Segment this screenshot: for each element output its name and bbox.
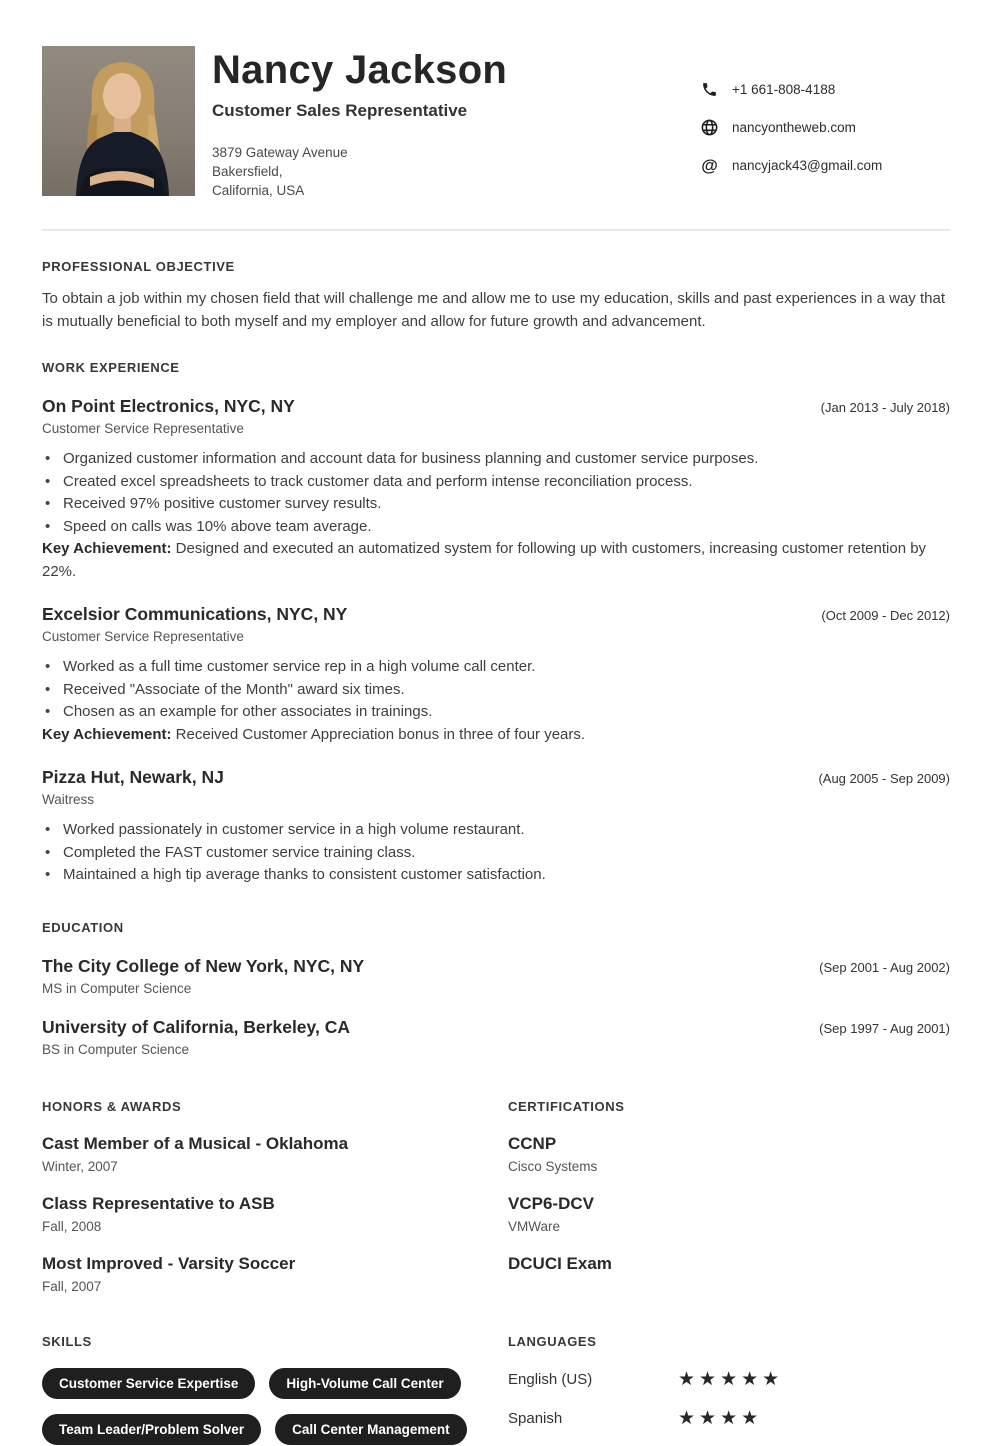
address-line-1: 3879 Gateway Avenue — [212, 145, 348, 160]
school-degree: BS in Computer Science — [42, 1041, 190, 1057]
section-languages — [508, 1334, 950, 1446]
language-star-rating: ★★★★ — [678, 1407, 763, 1429]
award-title: Most Improved - Varsity Soccer — [42, 1253, 296, 1273]
key-achievement-text: Received Customer Appreciation bonus in three of four years. — [175, 725, 586, 743]
website-url[interactable]: nancyontheweb.com — [732, 120, 856, 135]
education-header — [42, 1017, 950, 1038]
phone-row[interactable] — [700, 80, 950, 99]
job-header — [42, 396, 950, 417]
language-star-rating: ★★★★★ — [678, 1368, 784, 1390]
certification-item — [508, 1194, 950, 1234]
globe-icon — [700, 118, 719, 137]
section-work-experience — [42, 360, 950, 887]
work-heading: WORK EXPERIENCE — [42, 360, 180, 375]
objective-heading: PROFESSIONAL OBJECTIVE — [42, 259, 235, 274]
section-skills — [42, 1334, 508, 1446]
header-divider — [42, 229, 950, 231]
education-heading: EDUCATION — [42, 919, 124, 935]
key-achievement-label: Key Achievement: — [42, 725, 172, 743]
section-honors-awards — [42, 1099, 508, 1294]
job-role: Customer Service Representative — [42, 629, 244, 644]
job-bullets — [42, 448, 950, 538]
education-entry — [42, 1017, 950, 1057]
skill-pill: Customer Service Expertise — [42, 1368, 255, 1399]
candidate-address — [212, 143, 700, 200]
candidate-name: Nancy Jackson — [212, 48, 508, 92]
key-achievement — [42, 538, 950, 583]
skill-pill: Call Center Management — [275, 1414, 467, 1445]
phone-number[interactable]: +1 661-808-4188 — [732, 82, 836, 97]
languages-heading: LANGUAGES — [508, 1333, 597, 1349]
honors-heading: HONORS & AWARDS — [42, 1098, 182, 1114]
certification-issuer: VMWare — [508, 1218, 561, 1234]
job-company: On Point Electronics, NYC, NY — [42, 396, 295, 416]
header-identity — [195, 46, 700, 200]
job-company: Excelsior Communications, NYC, NY — [42, 604, 348, 624]
job-bullet: • Received 97% positive customer survey results. — [42, 493, 950, 516]
job-bullets — [42, 819, 950, 887]
phone-icon — [700, 80, 719, 99]
award-item — [42, 1134, 508, 1174]
language-row — [508, 1368, 950, 1391]
certification-title: DCUCI Exam — [508, 1253, 612, 1273]
school-name: The City College of New York, NYC, NY — [42, 955, 365, 976]
job-header — [42, 767, 950, 788]
job-entry — [42, 767, 950, 887]
job-entry — [42, 396, 950, 583]
website-row[interactable] — [700, 118, 950, 137]
job-header — [42, 604, 950, 625]
job-company: Pizza Hut, Newark, NJ — [42, 767, 224, 787]
profile-photo-image — [42, 46, 195, 196]
job-bullet: • Received "Associate of the Month" award six times. — [42, 679, 950, 702]
address-line-3: California, USA — [212, 183, 305, 198]
key-achievement-text: Designed and executed an automatized system for following up with customers, increasing customer retention by 22%. — [42, 540, 927, 580]
skills-languages-row — [42, 1334, 950, 1446]
skill-pill: High-Volume Call Center — [269, 1368, 460, 1399]
certification-title: CCNP — [508, 1133, 557, 1153]
honors-certifications-row — [42, 1099, 950, 1294]
job-dates: (Jan 2013 - July 2018) — [820, 400, 950, 415]
certification-title: VCP6-DCV — [508, 1193, 594, 1213]
job-bullet: • Completed the FAST customer service training class. — [42, 842, 950, 865]
job-role: Waitress — [42, 792, 95, 807]
school-dates: (Sep 1997 - Aug 2001) — [819, 1020, 950, 1036]
job-bullet: • Worked passionately in customer service in a high volume restaurant. — [42, 819, 950, 842]
school-dates: (Sep 2001 - Aug 2002) — [819, 959, 950, 975]
certifications-heading: CERTIFICATIONS — [508, 1098, 625, 1114]
profile-photo — [42, 46, 195, 196]
language-name: English (US) — [508, 1370, 593, 1388]
award-title: Class Representative to ASB — [42, 1193, 275, 1213]
award-item — [42, 1194, 508, 1234]
award-title: Cast Member of a Musical - Oklahoma — [42, 1133, 349, 1153]
education-header — [42, 956, 950, 977]
job-bullet: • Created excel spreadsheets to track customer data and perform intense reconciliation process. — [42, 471, 950, 494]
at-icon: @ — [701, 156, 718, 175]
job-dates: (Oct 2009 - Dec 2012) — [821, 608, 950, 623]
job-bullet: • Maintained a high tip average thanks to consistent customer satisfaction. — [42, 864, 950, 887]
objective-text: To obtain a job within my chosen field that will challenge me and allow me to use my education, skills and past experiences in a way that is mutually beneficial to both myself and my employer and allow for future growth and advancement. — [42, 290, 945, 330]
award-date: Fall, 2008 — [42, 1218, 102, 1234]
email-row[interactable] — [700, 156, 950, 175]
job-bullet: • Chosen as an example for other associates in trainings. — [42, 701, 950, 724]
job-bullet: • Organized customer information and account data for business planning and customer service purposes. — [42, 448, 950, 471]
job-role: Customer Service Representative — [42, 421, 244, 436]
email-address[interactable]: nancyjack43@gmail.com — [732, 158, 883, 173]
section-professional-objective — [42, 259, 950, 333]
job-bullet: • Speed on calls was 10% above team average. — [42, 516, 950, 539]
job-entry — [42, 604, 950, 746]
award-date: Fall, 2007 — [42, 1278, 102, 1294]
language-rows — [508, 1368, 950, 1430]
language-name: Spanish — [508, 1409, 563, 1427]
education-entry — [42, 956, 950, 996]
job-bullets — [42, 656, 950, 724]
candidate-title: Customer Sales Representative — [212, 101, 468, 120]
school-degree: MS in Computer Science — [42, 980, 192, 996]
key-achievement-label: Key Achievement: — [42, 540, 172, 557]
job-bullet: • Worked as a full time customer service rep in a high volume call center. — [42, 656, 950, 679]
skill-pills — [42, 1368, 482, 1445]
award-item — [42, 1254, 508, 1294]
certification-item — [508, 1134, 950, 1174]
key-achievement — [42, 724, 950, 747]
language-row — [508, 1407, 950, 1430]
school-name: University of California, Berkeley, CA — [42, 1016, 350, 1037]
certification-issuer: Cisco Systems — [508, 1158, 598, 1174]
award-date: Winter, 2007 — [42, 1158, 118, 1174]
address-line-2: Bakersfield, — [212, 164, 283, 179]
job-dates: (Aug 2005 - Sep 2009) — [818, 771, 950, 786]
header — [42, 0, 950, 200]
section-education — [42, 920, 950, 1057]
skill-pill: Team Leader/Problem Solver — [42, 1414, 261, 1445]
section-certifications — [508, 1099, 950, 1294]
certification-item — [508, 1254, 950, 1274]
contact-info — [700, 46, 950, 200]
skills-heading: SKILLS — [42, 1333, 92, 1349]
